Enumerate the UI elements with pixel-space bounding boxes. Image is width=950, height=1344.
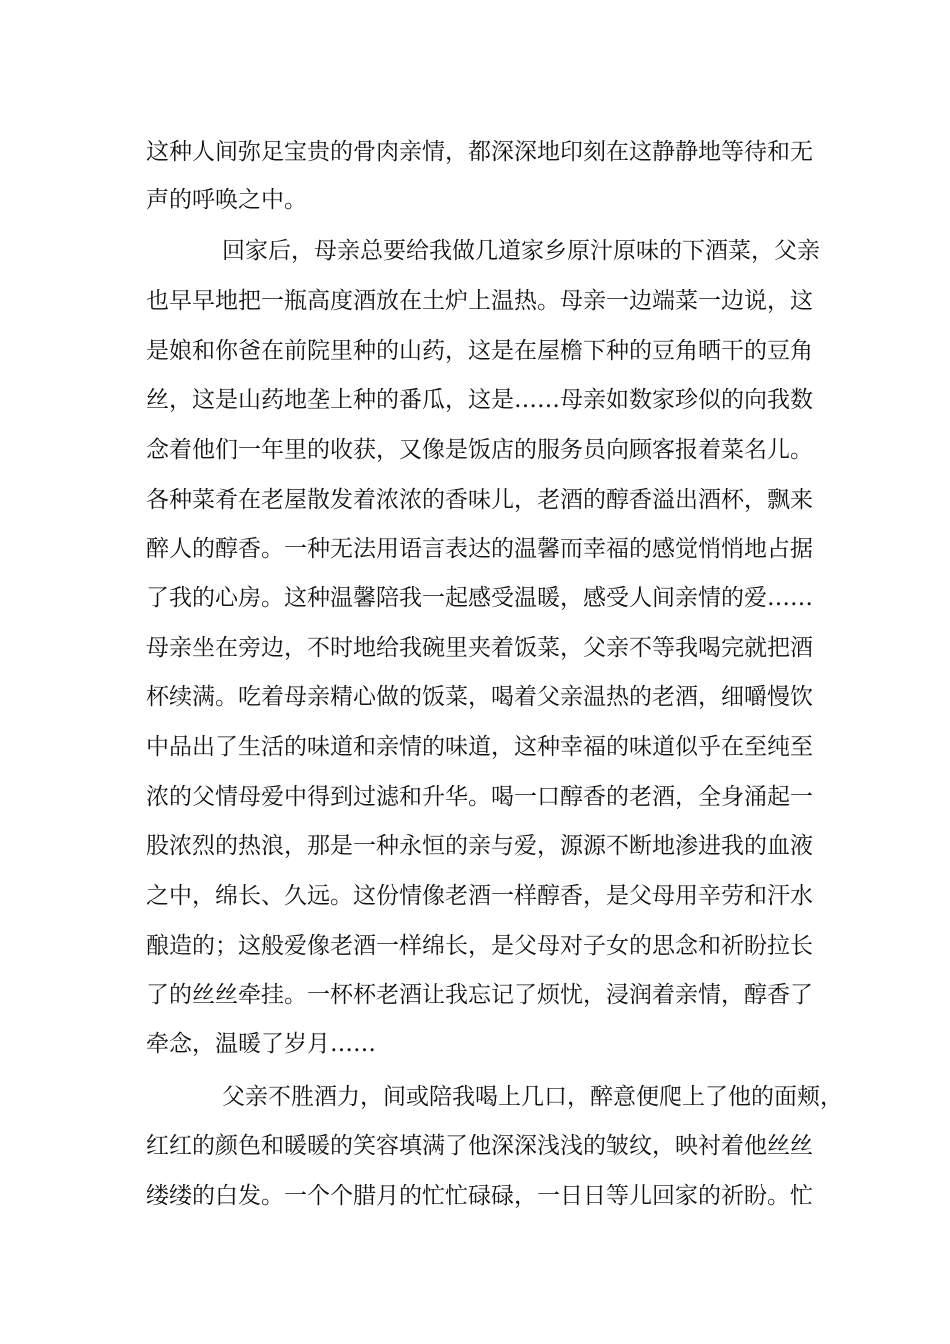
text-line: 缕缕的白发。一个个腊月的忙忙碌碌，一日日等儿回家的祈盼。忙 (146, 1183, 813, 1209)
text-line: 醉人的醇香。一种无法用语言表达的温馨而幸福的感觉悄悄地占据 (146, 536, 813, 562)
text-line: 牵念，温暖了岁月…… (146, 1031, 376, 1057)
text-line: 酿造的；这般爱像老酒一样绵长，是父母对子女的思念和祈盼拉长 (146, 933, 813, 959)
text-line: 红红的颜色和暖暖的笑容填满了他深深浅浅的皱纹，映衬着他丝丝 (146, 1133, 813, 1159)
text-line: 回家后，母亲总要给我做几道家乡原汁原味的下酒菜，父亲 (222, 238, 820, 264)
text-line: 了我的心房。这种温馨陪我一起感受温暖，感受人间亲情的爱…… (146, 585, 813, 611)
text-line: 之中，绵长、久远。这份情像老酒一样醇香，是父母用辛劳和汗水 (146, 883, 813, 909)
text-line: 这种人间弥足宝贵的骨肉亲情，都深深地印刻在这静静地等待和无 (146, 139, 813, 165)
text-line: 了的丝丝牵挂。一杯杯老酒让我忘记了烦忧，浸润着亲情，醇香了 (146, 982, 813, 1008)
text-line: 中品出了生活的味道和亲情的味道，这种幸福的味道似乎在至纯至 (146, 734, 813, 760)
text-line: 是娘和你爸在前院里种的山药，这是在屋檐下种的豆角晒干的豆角 (146, 338, 813, 364)
text-line: 股浓烈的热浪，那是一种永恒的亲与爱，源源不断地渗进我的血液 (146, 833, 813, 859)
text-line: 浓的父情母爱中得到过滤和升华。喝一口醇香的老酒，全身涌起一 (146, 784, 813, 810)
text-line: 声的呼唤之中。 (146, 187, 307, 213)
text-line: 父亲不胜酒力，间或陪我喝上几口，醉意便爬上了他的面颊， (222, 1084, 843, 1110)
text-line: 也早早地把一瓶高度酒放在土炉上温热。母亲一边端菜一边说，这 (146, 288, 813, 314)
text-line: 各种菜肴在老屋散发着浓浓的香味儿，老酒的醇香溢出酒杯，飘来 (146, 487, 813, 513)
text-line: 丝，这是山药地垄上种的番瓜，这是……母亲如数家珍似的向我数 (146, 387, 813, 413)
text-line: 母亲坐在旁边，不时地给我碗里夹着饭菜，父亲不等我喝完就把酒 (146, 635, 813, 661)
text-line: 杯续满。吃着母亲精心做的饭菜，喝着父亲温热的老酒，细嚼慢饮 (146, 684, 813, 710)
text-line: 念着他们一年里的收获，又像是饭店的服务员向顾客报着菜名儿。 (146, 437, 813, 463)
